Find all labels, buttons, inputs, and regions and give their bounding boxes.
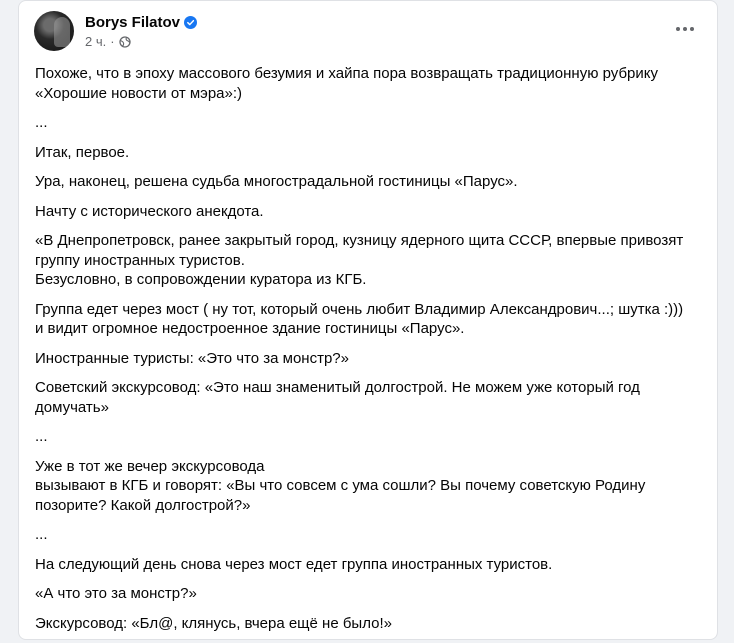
- author-header: [85, 14, 197, 31]
- post-meta: [85, 34, 131, 49]
- post-paragraph: ...: [35, 114, 48, 131]
- post-content: [35, 64, 707, 643]
- post-paragraph: Уже в тот же вечер экскурсовода вызывают в КГБ и говорят: «Вы что совсем с ума сошли? Вы почему советскую Родину позорите? Какой долгострой?»: [35, 457, 646, 514]
- post-paragraph: «А что это за монстр?»: [35, 585, 197, 602]
- post-paragraph: Похоже, что в эпоху массового безумия и хайпа пора возвращать традиционную рубрику «Хорошие новости от мэра»:): [35, 65, 658, 102]
- post-paragraph: ...: [35, 428, 48, 445]
- post-paragraph: Ура, наконец, решена судьба многострадальной гостиницы «Парус».: [35, 173, 518, 190]
- author-avatar[interactable]: [34, 11, 74, 51]
- post-timestamp[interactable]: 2 ч.: [85, 34, 107, 49]
- post-card: [18, 0, 718, 640]
- post-paragraph: Экскурсовод: «Бл@, клянусь, вчера ещё не было!»: [35, 614, 392, 632]
- author-name[interactable]: Borys Filatov: [85, 14, 181, 31]
- post-paragraph: Начту с исторического анекдота.: [35, 202, 264, 220]
- meta-separator: ·: [110, 34, 115, 49]
- post-paragraph: «В Днепропетровск, ранее закрытый город, кузницу ядерного щита СССР, впервые привозят группу иностранных туристов. Безусловно, в сопровождении куратора из КГБ.: [35, 232, 684, 288]
- post-paragraph: ...: [35, 526, 48, 543]
- post-paragraph: Советский экскурсовод: «Это наш знаменитый долгострой. Не можем уже который год домучать»: [35, 379, 640, 416]
- post-paragraph: Группа едет через мост ( ну тот, который очень любит Владимир Александрович...; шутка :))) и видит огромное недостроенное здание гостиницы «Парус».: [35, 300, 684, 337]
- post-paragraph: На следующий день снова через мост едет группа иностранных туристов.: [35, 555, 553, 573]
- globe-icon[interactable]: [119, 36, 131, 48]
- verified-badge-icon: [184, 16, 197, 29]
- post-paragraph: Иностранные туристы: «Это что за монстр?»: [35, 349, 349, 367]
- post-paragraph: Итак, первое.: [35, 143, 130, 161]
- more-options-icon[interactable]: [671, 15, 699, 43]
